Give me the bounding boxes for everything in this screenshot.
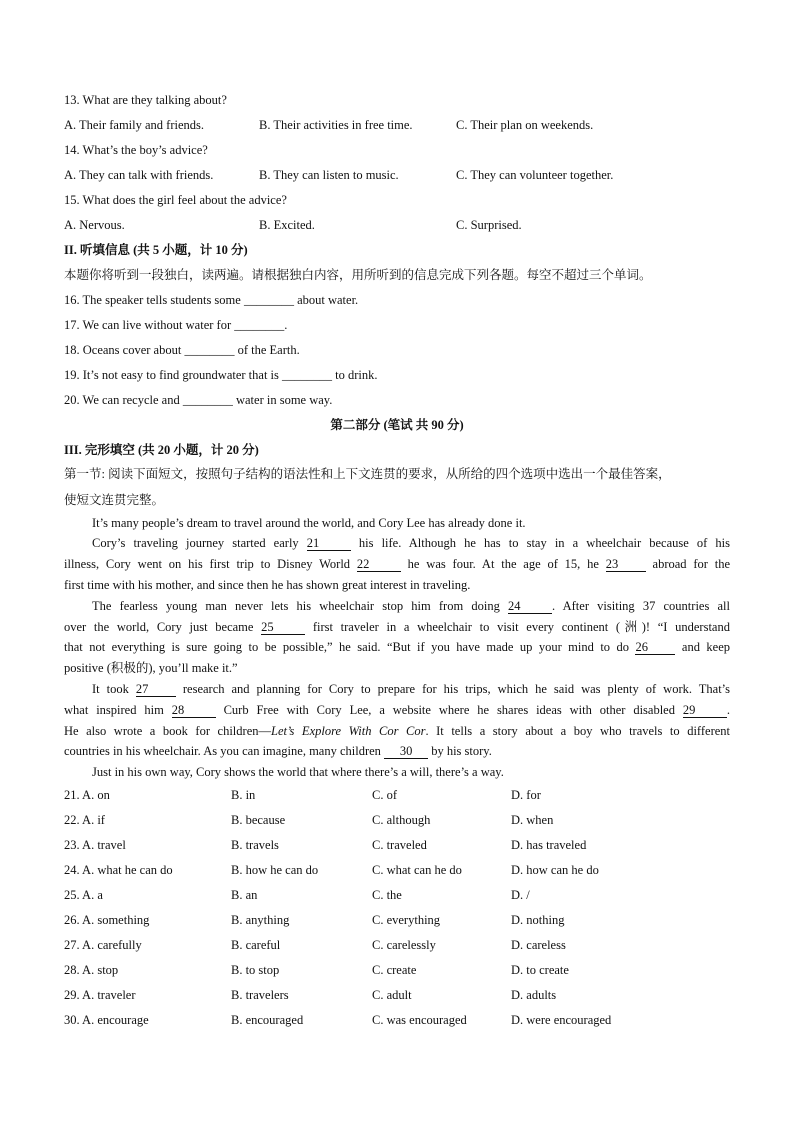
question-15: 15. What does the girl feel about the advice? [64,193,287,207]
blank-28: 28 [172,703,216,718]
option-30-a: 30. A. encourage [64,1013,149,1027]
option-21-c: C. of [372,788,397,802]
option-23-a: 23. A. travel [64,838,126,852]
option-26-c: C. everything [372,913,441,927]
question-14-option-c: C. They can volunteer together. [456,168,614,182]
section-3-heading: III. 完形填空 (共 20 小题，计 20 分) [64,443,259,457]
blank-22: 22 [357,557,401,572]
blank-29: 29 [683,703,727,718]
passage-p2-line-3: first time with his mother, and since then he has shown great interest in traveling. [64,578,471,592]
question-14: 14. What’s the boy’s advice? [64,143,208,157]
passage-paragraph-5: Just in his own way, Cory shows the world that where there’s a will, there’s a way. [92,765,504,779]
option-26-d: D. nothing [511,913,565,927]
blank-27: 27 [136,682,176,697]
option-26-a: 26. A. something [64,913,150,927]
question-14-option-b: B. They can listen to music. [259,168,399,182]
option-28-d: D. to create [511,963,569,977]
question-13-option-a: A. Their family and friends. [64,118,205,132]
option-25-a: 25. A. a [64,888,103,902]
option-29-d: D. adults [511,988,557,1002]
passage-p3-line-1: The fearless young man never lets his wheelchair stop him from doing 24 . After visiting 37 countries all [92,599,730,613]
option-30-c: C. was encouraged [372,1013,467,1027]
option-21-d: D. for [511,788,541,802]
option-30-d: D. were encouraged [511,1013,612,1027]
blank-25: 25 [261,620,305,635]
option-22-b: B. because [231,813,286,827]
fill-item-20: 20. We can recycle and ________ water in some way. [64,393,333,407]
passage-p3-line-3: that not everything is sure going to be possible,” he said. “But if you have made up your mind to do 26 and keep [64,640,730,654]
fill-item-16: 16. The speaker tells students some ________ about water. [64,293,359,307]
option-27-c: C. carelessly [372,938,436,952]
book-title: Let’s Explore With Cor Cor [271,724,426,738]
option-25-c: C. the [372,888,402,902]
question-13-option-b: B. Their activities in free time. [259,118,413,132]
option-28-c: C. create [372,963,417,977]
blank-21: 21 [307,536,351,551]
passage-p2-line-2: illness, Cory went on his first trip to Disney World 22 he was four. At the age of 15, he 23 abroad for the [64,557,730,571]
question-13-option-c: C. Their plan on weekends. [456,118,594,132]
blank-26: 26 [635,640,675,655]
section-2-heading: II. 听填信息 (共 5 小题，计 10 分) [64,243,248,257]
option-28-a: 28. A. stop [64,963,119,977]
option-21-a: 21. A. on [64,788,110,802]
question-14-option-a: A. They can talk with friends. [64,168,214,182]
passage-p4-line-1: It took 27 research and planning for Cory to prepare for his trips, which he said was plenty of work. That’s [92,682,731,696]
blank-23: 23 [606,557,646,572]
option-27-a: 27. A. carefully [64,938,142,952]
question-15-option-a: A. Nervous. [64,218,125,232]
passage-p2-line-1: Cory’s traveling journey started early 21 his life. Although he has to stay in a wheelchair because of his [92,536,731,550]
option-24-d: D. how can he do [511,863,599,877]
section-3-instruction-line-2: 使短文连贯完整。 [64,493,165,507]
passage-p4-line-3: He also wrote a book for children—Let’s Explore With Cor Cor. It tells a story about a boy who travels to different [64,724,731,738]
blank-30: 30 [384,744,428,759]
option-22-c: C. although [372,813,431,827]
option-24-c: C. what can he do [372,863,462,877]
option-25-b: B. an [231,888,258,902]
option-27-b: B. careful [231,938,281,952]
blank-24: 24 [508,599,552,614]
section-3-instruction-line-1: 第一节: 阅读下面短文，按照句子结构的语法性和上下文连贯的要求，从所给的四个选项中选出一个最佳答案， [64,467,671,481]
passage-p4-line-4: countries in his wheelchair. As you can imagine, many children 30 by his story. [64,744,492,758]
option-22-d: D. when [511,813,554,827]
passage-p3-line-4: positive (积极的), you’ll make it.” [64,661,238,675]
option-27-d: D. careless [511,938,566,952]
option-21-b: B. in [231,788,256,802]
option-29-b: B. travelers [231,988,289,1002]
fill-item-17: 17. We can live without water for ________. [64,318,288,332]
option-28-b: B. to stop [231,963,280,977]
option-30-b: B. encouraged [231,1013,304,1027]
passage-p3-line-2: over the world, Cory just became 25 first traveler in a wheelchair to visit every continent (洲)! “I understand [64,620,730,634]
section-2-instruction: 本题你将听到一段独白，读两遍。请根据独白内容，用所听到的信息完成下列各题。每空不超过三个单词。 [64,268,652,282]
option-25-d: D. / [511,888,530,902]
fill-item-18: 18. Oceans cover about ________ of the Earth. [64,343,300,357]
passage-p4-line-2: what inspired him 28 Curb Free with Cory Lee, a website where he shares ideas with other disabled 29 . [64,703,730,717]
option-23-d: D. has traveled [511,838,587,852]
question-15-option-c: C. Surprised. [456,218,522,232]
passage-paragraph-1: It’s many people’s dream to travel around the world, and Cory Lee has already done it. [92,516,526,530]
option-26-b: B. anything [231,913,290,927]
option-29-a: 29. A. traveler [64,988,136,1002]
part-2-title: 第二部分 (笔试 共 90 分) [330,418,464,432]
option-23-c: C. traveled [372,838,427,852]
fill-item-19: 19. It’s not easy to find groundwater that is ________ to drink. [64,368,378,382]
question-13: 13. What are they talking about? [64,93,227,107]
option-23-b: B. travels [231,838,279,852]
option-24-b: B. how he can do [231,863,319,877]
option-29-c: C. adult [372,988,412,1002]
option-24-a: 24. A. what he can do [64,863,173,877]
question-15-option-b: B. Excited. [259,218,315,232]
option-22-a: 22. A. if [64,813,105,827]
